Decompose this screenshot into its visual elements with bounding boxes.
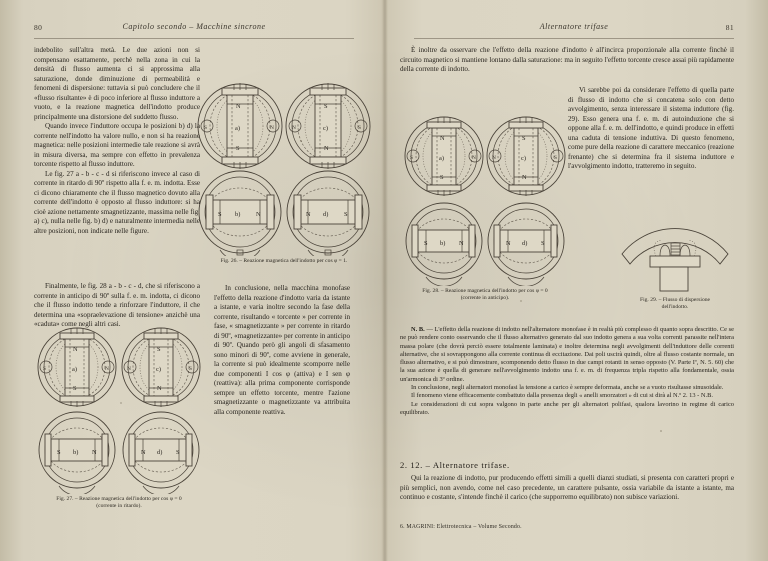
paper-speck — [300, 140, 302, 142]
fig26-c-bottom-pole: N — [324, 145, 329, 152]
right-paragraph-2-wrap — [568, 86, 734, 172]
fig26-c-left-mark: N — [292, 125, 296, 131]
fig26-a-key: a) — [235, 125, 240, 132]
right-page-header — [414, 22, 734, 38]
fig27-c-bottom-pole: N — [157, 385, 162, 392]
figure-27-caption-line2: (corrente in ritardo). — [96, 503, 142, 509]
note-paragraph-4: Le considerazioni di cui sopra valgono in parte anche per gli alternatori polifasi, qualora lavorino in regime di carico equilibrato. — [400, 400, 734, 416]
fig27-panel-c — [122, 328, 200, 407]
fig26-c-key: c) — [323, 125, 328, 132]
fig27-panel-a — [38, 328, 116, 407]
running-head-left: Capitolo secondo – Macchine sincrone — [122, 22, 266, 31]
fig27-c-top-pole: S — [157, 346, 161, 353]
figure-28-caption-line2: (corrente in anticipo). — [460, 295, 510, 301]
paragraph-4: Finalmente, le fig. 28 a - b - c - d, che si riferiscono a corrente in anticipo di 90º sulla f. e. m. indotta, ci dicono che il flusso indotto tende a rinforzare l'induttore, il che determina una «sopraelevazione di tensione» anzichè una «caduta» come negli altri casi. — [34, 282, 200, 328]
fig28-b-left-pole: S — [424, 240, 428, 247]
note-block — [400, 326, 734, 417]
fig27-a-left-mark: S — [43, 366, 46, 372]
paper-speck — [660, 430, 662, 432]
fig28-a-top-pole: N — [440, 135, 445, 142]
fig26-d-right-pole: S — [344, 211, 348, 218]
paper-speck — [520, 300, 522, 302]
note-paragraph-2: In conclusione, negli alternatori monofasi la tensione a carico è sempre deformata, anche se a vuoto risultasse sinusoidale. — [411, 384, 724, 392]
fig27-c-key: c) — [156, 366, 161, 373]
fig27-a-key: a) — [72, 366, 77, 373]
figure-26-caption: Fig. 26. – Reazione magnetica dell'indotto per cos φ = 1. — [220, 258, 348, 264]
folio-left: 80 — [34, 23, 43, 32]
fig28-c-right-mark: S — [554, 155, 557, 161]
right-paragraph-1: È inoltre da osservare che l'effetto della reazione d'indotto è all'incirca proporzionale alla corrente finchè il circuito magnetico si mantiene lontano dalla saturazione: ma in seguito l'effetto torcente cresce assai più rapidamente della corrente di indotto. — [400, 46, 734, 73]
fig26-b-key: b) — [235, 211, 241, 218]
fig28-panel-d — [488, 203, 564, 286]
fig28-c-left-mark: N — [492, 155, 496, 161]
left-paragraph-5-wrap — [214, 284, 350, 417]
figure-29 — [616, 218, 734, 311]
fig27-d-left-pole: N — [141, 449, 146, 456]
fig26-b-left-pole: S — [218, 211, 222, 218]
running-head-right: Alternatore trifase — [539, 22, 609, 31]
header-rule-right — [414, 38, 734, 39]
section-paragraph: Qui la reazione di indotto, pur producendo effetti simili a quelli dianzi studiati, si presenta con caratteri propri e più semplici, non avendo, come nel caso precedente, un carattere pulsante, ossia variabile da istante a istante, ma continuo e costante, s'intende finchè il carico (che supporremo equilibrato) non subisce variazioni. — [400, 474, 734, 502]
fig27-c-left-mark: N — [127, 366, 131, 372]
book-gutter — [382, 0, 388, 561]
fig26-d-key: d) — [323, 211, 329, 218]
fig28-b-right-pole: N — [459, 240, 464, 247]
fig27-d-right-pole: S — [176, 449, 180, 456]
figure-28 — [404, 106, 566, 302]
figure-29-caption-line2: dell'indotto. — [661, 304, 689, 310]
fig26-panel-a — [198, 83, 282, 169]
note-label: N. B. — [411, 326, 425, 333]
left-page-header — [34, 22, 354, 38]
paragraph-2: Quando invece l'induttore occupa le posizioni b) d) la corrente nell'indotto ha valore nullo, e non si ha reazione magnetica: nelle posizioni intermedie tale reazione si avrà in misura diversa, ma sempre con effetto in prevalenza torcente rispetto al flusso induttore. — [34, 122, 200, 168]
figure-29-caption-line1: Fig. 29. – Flusso di dispersione — [639, 297, 711, 303]
fig27-a-right-mark: N — [105, 366, 109, 372]
fig26-c-top-pole: S — [324, 103, 328, 110]
paragraph-3: Le fig. 27 a - b - c - d si riferiscono invece al caso di corrente in ritardo di 90º rispetto alla f. e. m. indotta. Esse ci dicono chiaramente che il flusso magnetico dovuto alla corrente dell'indotto è opposto al flusso induttore: si ha cioè azione nettamente smagnetizzante, massima nelle fig. a) c), nulla nelle fig. b) d) e naturalmente intermedia nelle altre posizioni, non indicate nelle figure. — [34, 169, 200, 235]
fig27-b-right-pole: N — [92, 449, 97, 456]
fig27-b-key: b) — [73, 449, 79, 456]
fig27-panel-d — [123, 412, 199, 494]
fig26-a-left-mark: S — [204, 125, 207, 131]
fig27-c-right-mark: S — [189, 366, 192, 372]
fig28-panel-c — [487, 117, 565, 196]
figure-27-caption-line1: Fig. 27. – Reazione magnetica dell'indotto per cos φ = 0 — [56, 496, 182, 502]
figure-26-graphic — [196, 74, 372, 256]
fig28-d-key: d) — [522, 240, 528, 247]
fig26-panel-c — [286, 83, 370, 169]
fig26-a-bottom-pole: S — [236, 145, 240, 152]
fig26-b-right-pole: N — [256, 211, 261, 218]
fig26-d-left-pole: N — [306, 211, 311, 218]
page-footer: 6. MAGRINI: Elettrotecnica – Volume Secondo. — [400, 524, 522, 530]
paragraph-5: In conclusione, nella macchina monofase l'effetto della reazione d'indotto varia da istante a istante, e varia inoltre secondo la fase della corrente, risultando « torcente » per corrente in fase, « smagnetizzante » per corrente in ritardo di 90º, «magnetizzante» per corrente in anticipo di 90º. Quando però gli angoli di sfasamento sono minori di 90º, come avviene in generale, la corrente si può idealmente scomporre nelle due componenti I cos φ (attiva) e I sen φ (reattiva): alla prima componente corrisponde sempre un effetto torcente, mentre l'azione smagnetizzante o magnetizzante va attribuita alla componente reattiva. — [214, 284, 350, 416]
figure-28-graphic — [404, 106, 566, 286]
section-heading: 2. 12. – Alternatore trifase. — [400, 460, 510, 470]
fig27-b-left-pole: S — [57, 449, 61, 456]
right-paragraph-2: Vi sarebbe poi da considerare l'effetto di quella parte di flusso di indotto che si concatena solo con detto avvolgimento, senza interessare il sistema induttore (fig. 29). Esso genera una f. e. m. di autoinduzione che si oppone alla f. e. m. dell'indotto, e quindi produce in effetti una caduta di tensione induttiva. Di questo fenomeno, come pure della reazione di carattere meccanico (reazione frenante) che si determina fra il sistema induttore e l'avvolgimento indotto, tratteremo in seguito. — [568, 86, 734, 170]
fig27-d-key: d) — [157, 449, 163, 456]
fig26-c-right-mark: S — [358, 125, 361, 131]
fig28-panel-b — [406, 203, 482, 286]
paper-speck — [120, 402, 122, 404]
header-rule-left — [34, 38, 354, 39]
figure-26 — [196, 74, 372, 265]
fig28-b-key: b) — [440, 240, 446, 247]
fig27-panel-b — [39, 412, 115, 494]
fig28-a-right-mark: N — [472, 155, 476, 161]
figure-29-graphic — [616, 218, 734, 294]
fig26-panel-b — [199, 171, 281, 256]
figure-27 — [36, 318, 202, 510]
fig28-c-bottom-pole: N — [522, 174, 527, 181]
note-paragraph-1 — [400, 326, 734, 384]
right-paragraph-1-wrap — [400, 46, 734, 75]
note-text: — L'effetto della reazione di indotto nell'alternatore monofase è in realtà più complesso di quanto sopra descritto. Ce se ne può rendere conto osservando che il flusso alternativo generato dal suo indotto genera a sua volta correnti parassite nell'intera massa polare (che dovrà perciò essere totalmente laminata) e inoltre determina negli avvolgimenti dell'induttore delle correnti alternative, che si sovrappongono alla corrente continua di eccitazione. Dai poli uscirà quindi, oltre al flusso costante normale, un flusso alternativo, e si può dimostrare, scomponendo detto flusso in due campi rotanti in senso opposto (V. Parte Iª, N. 5. 60) che la sua azione è quella di generare nell'avvolgimento indotto una f. e. m. di frequenza tripla rispetto alla fondamentale, ossia un'armonica di 3º ordine. — [400, 326, 734, 383]
fig28-a-key: a) — [439, 155, 444, 162]
note-paragraph-3: Il fenomeno viene efficacemente combattuto dalla presenza degli « anelli smorzatori » di cui si dirà al N.º 2. 13 - N.B. — [411, 392, 713, 400]
fig28-a-bottom-pole: S — [440, 174, 444, 181]
fig28-c-top-pole: S — [522, 135, 526, 142]
figure-28-caption-line1: Fig. 28. – Reazione magnetica dell'indotto per cos φ = 0 — [422, 288, 548, 294]
fig26-a-top-pole: N — [236, 103, 241, 110]
fig27-a-bottom-pole: S — [73, 385, 77, 392]
fig28-d-left-pole: N — [506, 240, 511, 247]
fig28-panel-a — [405, 117, 483, 196]
section-block — [400, 460, 734, 503]
fig26-a-right-mark: N — [270, 125, 274, 131]
left-column-text — [34, 46, 200, 236]
fig28-c-key: c) — [521, 155, 526, 162]
fig28-d-right-pole: S — [541, 240, 545, 247]
fig26-panel-d — [287, 171, 369, 256]
fig27-a-top-pole: N — [73, 346, 78, 353]
figure-27-graphic — [36, 318, 202, 494]
paragraph-1: indebolito sull'altra metà. Le due azioni non si compensano esattamente, perchè nella zona in cui la densità di flusso aumenta ci si approssima alla saturazione, donde diminuzione di permeabilità e fenomeni di dispersione: tuttavia si può concludere che il «flusso risultante» è di poco inferiore al flusso induttore a vuoto, e la reazione magnetica dell'indotto produce principalmente una distorsione del suddetto flusso. — [34, 46, 200, 121]
fig28-a-left-mark: S — [410, 155, 413, 161]
folio-right: 81 — [725, 23, 734, 32]
